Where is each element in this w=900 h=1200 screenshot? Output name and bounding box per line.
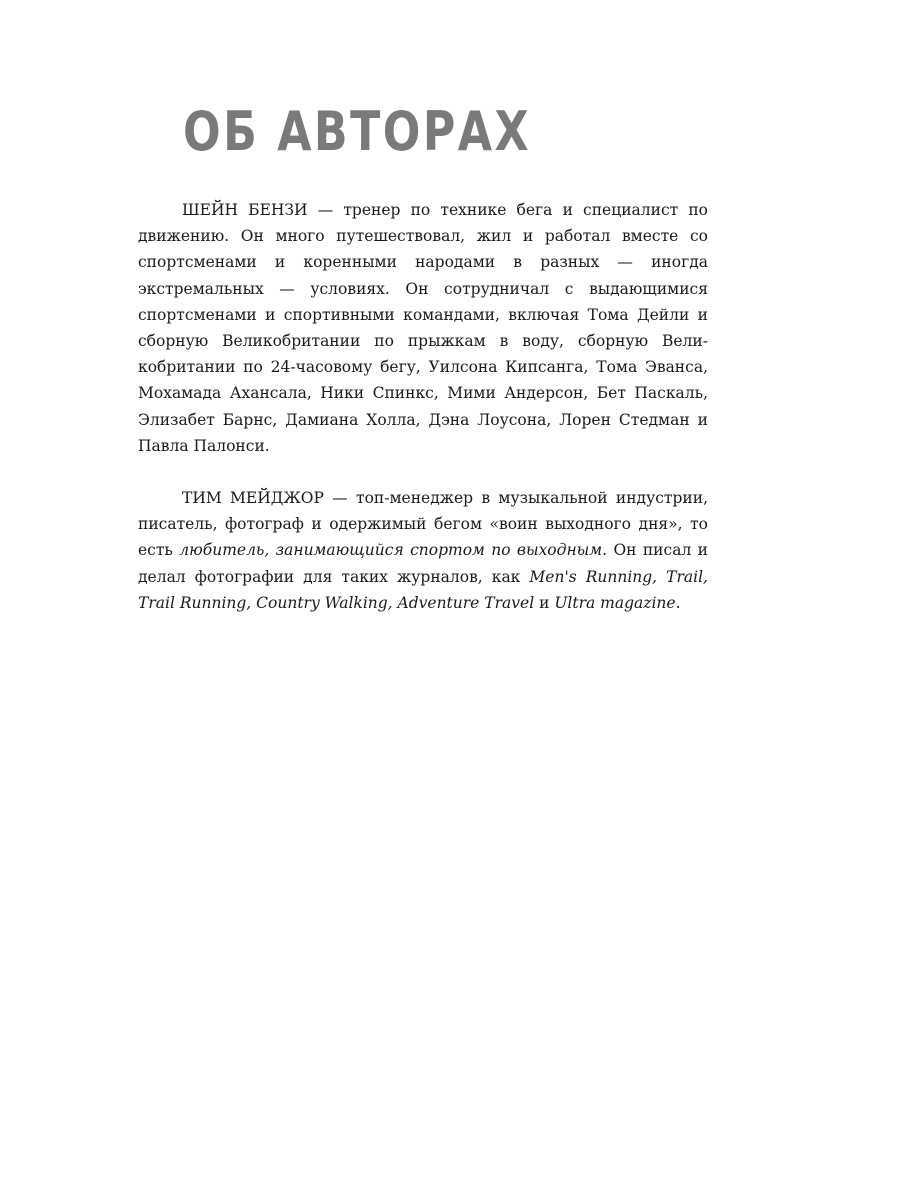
- bio-text: и: [534, 593, 555, 612]
- page-title: ОБ АВТОРАХ: [183, 100, 532, 163]
- magazine-title: Ultra magazine: [554, 593, 676, 612]
- bio-italic-definition: любитель, занимающийся спортом по выходным: [179, 541, 603, 560]
- about-authors-text: [138, 197, 708, 616]
- author-bio-tim-major: [138, 485, 708, 616]
- author-bio-shane-benzie: ШЕЙН БЕНЗИ — тренер по технике бега и специалист по движению. Он много путешествовал, жил и работал вместе со спортсменами и коренными народами в разных — иногда экстремальных — условиях. Он сотрудничал с выдающимися спортсменами и спортивными командами, включая Тома Дейли и сборную Великобритании по прыжкам в воду, сборную Великобритании по 24-часовому бегу, Уилсона Кипсанга, Тома Эванса, Мохамада Ахансала, Ники Спинкс, Мими Андерсон, Бет Паскаль, Элизабет Барнс, Дамиана Холла, Дэна Лоусона, Лорен Стедман и Павла Палонси.: [138, 201, 708, 455]
- bio-text: ТИМ МЕЙДЖОР — топ-менеджер в музыкальной индустрии, писатель, фотограф и одержимый бегом «воин выходного дня», то есть: [138, 489, 708, 560]
- bio-text: . Он писал и делал фотографии для таких журналов, как: [138, 541, 708, 586]
- bio-text: .: [675, 593, 681, 612]
- magazine-titles: Men's Running, Trail, Trail Running, Country Walking, Adventure Travel: [138, 567, 708, 612]
